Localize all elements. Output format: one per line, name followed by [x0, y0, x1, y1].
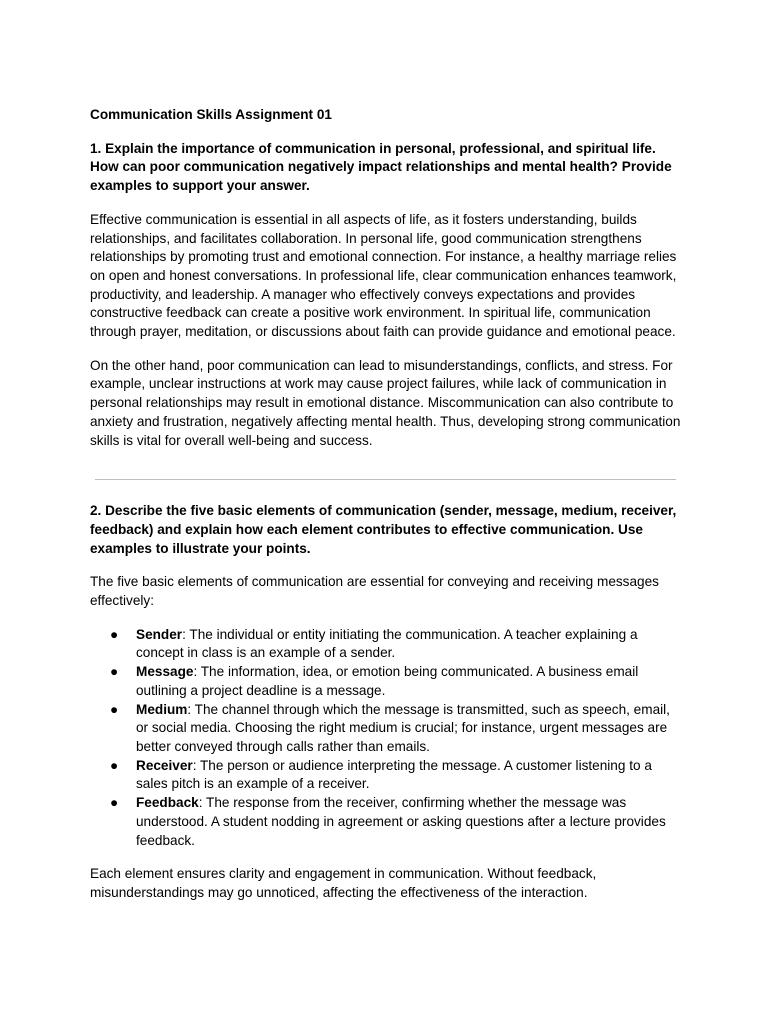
answer-2-conclusion: Each element ensures clarity and engagement in communication. Without feedback, misunderstandings may go unnoticed, affecting the effectiveness of the interaction.: [90, 866, 597, 900]
element-term: Sender: [136, 626, 183, 642]
section-divider: [95, 479, 676, 480]
document-page: [90, 106, 682, 918]
element-term: Message: [136, 664, 194, 680]
answer-1-paragraph-2: On the other hand, poor communication can lead to misunderstandings, conflicts, and stress. For example, unclear instructions at work may cause project failures, while lack of communication in personal relationships may result in emotional distance. Miscommunication can also contribute to anxiety and frustration, negatively affecting mental health. Thus, developing strong communication skills is vital for overall well-being and success.: [90, 357, 681, 448]
answer-1-paragraph-1: Effective communication is essential in all aspects of life, as it fosters understanding, builds relationships, and facilitates collaboration. In personal life, good communication strengthens relationships by promoting trust and emotional connection. For instance, a healthy marriage relies on open and honest conversations. In professional life, clear communication enhances teamwork, productivity, and leadership. A manager who effectively conveys expectations and provides constructive feedback can create a positive work environment. In spiritual life, communication through prayer, meditation, or discussions about faith can provide guidance and emotional peace.: [90, 211, 677, 340]
element-term: Feedback: [136, 795, 199, 811]
element-description: : The channel through which the message is transmitted, such as speech, email, or social media. Choosing the right medium is crucial; for instance, urgent messages are better conveyed through calls rather than emails.: [136, 701, 670, 754]
element-description: : The person or audience interpreting the message. A customer listening to a sales pitch is an example of a receiver.: [136, 757, 652, 792]
bullet-icon: ●: [110, 701, 119, 717]
element-description: : The individual or entity initiating the communication. A teacher explaining a concept in class is an example of a sender.: [136, 626, 638, 661]
bullet-icon: ●: [110, 795, 119, 811]
bullet-icon: ●: [110, 626, 119, 642]
answer-2-intro: The five basic elements of communication are essential for conveying and receiving messages effectively:: [90, 574, 659, 609]
list-item: [90, 794, 682, 850]
document-title: Communication Skills Assignment 01: [90, 107, 332, 122]
element-description: : The response from the receiver, confirming whether the message was understood. A student nodding in agreement or asking questions after a lecture provides feedback.: [136, 795, 666, 848]
element-term: Receiver: [136, 757, 193, 773]
list-item: [90, 757, 682, 794]
list-item: [90, 626, 682, 663]
element-description: : The information, idea, or emotion being communicated. A business email outlining a project deadline is a message.: [136, 664, 639, 698]
list-item: [90, 701, 682, 757]
element-term: Medium: [136, 701, 188, 717]
bullet-icon: ●: [110, 664, 119, 680]
bullet-icon: ●: [110, 757, 119, 773]
elements-list: [90, 626, 682, 850]
question-1: 1. Explain the importance of communication in personal, professional, and spiritual life. How can poor communication negatively impact relationships and mental health? Provide examples to support your answer.: [90, 140, 672, 194]
list-item: [90, 663, 682, 700]
question-2: 2. Describe the five basic elements of communication (sender, message, medium, receiver, feedback) and explain how each element contributes to effective communication. Use examples to illustrate your points.: [90, 503, 677, 556]
